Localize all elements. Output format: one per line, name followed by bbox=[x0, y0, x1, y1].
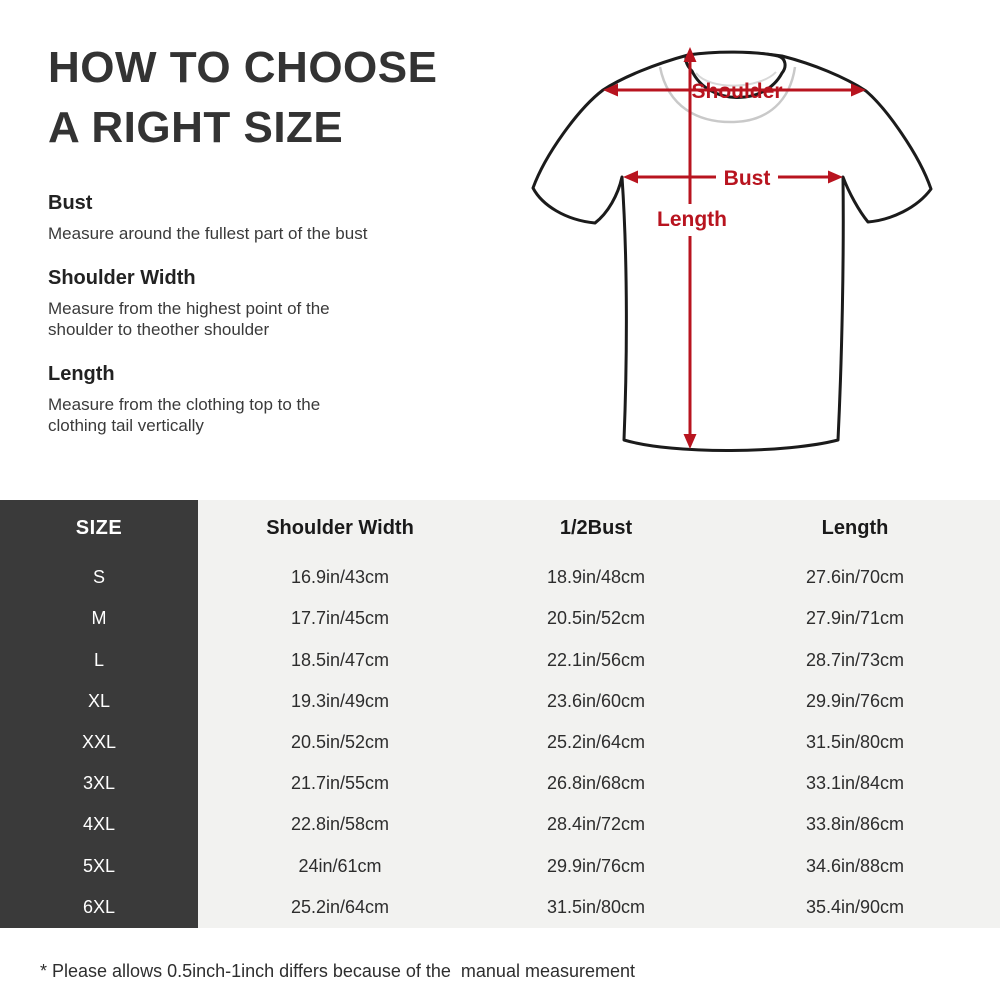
size-cell: 5XL bbox=[0, 846, 198, 887]
half-bust-cell: 28.4in/72cm bbox=[546, 814, 646, 835]
instruction-bust bbox=[48, 192, 458, 244]
length-cell: 27.9in/71cm bbox=[805, 608, 905, 629]
half-bust-cell: 31.5in/80cm bbox=[546, 896, 646, 917]
length-cell: 27.6in/70cm bbox=[805, 567, 905, 588]
shoulder-width-cell: 21.7in/55cm bbox=[290, 773, 390, 794]
instruction-text: Measure from the highest point of the bbox=[48, 299, 330, 318]
shoulder-width-cell: 16.9in/43cm bbox=[290, 567, 390, 588]
instruction-heading: Bust bbox=[48, 192, 93, 214]
instruction-length bbox=[48, 363, 458, 436]
shoulder-width-cell: 24in/61cm bbox=[298, 855, 382, 876]
size-cell: L bbox=[0, 639, 198, 680]
table-row bbox=[0, 763, 1000, 804]
bust-label: Bust bbox=[723, 167, 771, 190]
page-title-line2: A RIGHT SIZE bbox=[48, 103, 344, 152]
half-bust-cell: 25.2in/64cm bbox=[546, 731, 646, 752]
size-cell: M bbox=[0, 598, 198, 639]
half-bust-cell: 26.8in/68cm bbox=[546, 773, 646, 794]
table-row bbox=[0, 722, 1000, 763]
size-cell: XXL bbox=[0, 722, 198, 763]
shoulder-width-cell: 25.2in/64cm bbox=[290, 896, 390, 917]
length-cell: 33.8in/86cm bbox=[805, 814, 905, 835]
half-bust-cell: 22.1in/56cm bbox=[546, 649, 646, 670]
table-row bbox=[0, 639, 1000, 680]
shoulder-width-cell: 20.5in/52cm bbox=[290, 731, 390, 752]
half-bust-cell: 29.9in/76cm bbox=[546, 855, 646, 876]
table-row bbox=[0, 557, 1000, 598]
instruction-heading: Shoulder Width bbox=[48, 267, 196, 289]
half-bust-cell: 23.6in/60cm bbox=[546, 690, 646, 711]
shoulder-width-cell: 22.8in/58cm bbox=[290, 814, 390, 835]
shoulder-width-column-header: Shoulder Width bbox=[266, 517, 414, 539]
size-cell: 4XL bbox=[0, 804, 198, 845]
size-cell: 6XL bbox=[0, 887, 198, 928]
size-cell: 3XL bbox=[0, 763, 198, 804]
instruction-text: clothing tail vertically bbox=[48, 416, 204, 435]
table-row bbox=[0, 887, 1000, 928]
half-bust-cell: 20.5in/52cm bbox=[546, 608, 646, 629]
measurement-disclaimer: * Please allows 0.5inch-1inch differs because of the manual measurement bbox=[40, 961, 636, 981]
instruction-text: Measure from the clothing top to the bbox=[48, 395, 321, 414]
page-title bbox=[48, 38, 437, 158]
table-row bbox=[0, 804, 1000, 845]
table-row bbox=[0, 681, 1000, 722]
table-row bbox=[0, 846, 1000, 887]
size-cell: S bbox=[0, 557, 198, 598]
half-bust-cell: 18.9in/48cm bbox=[546, 567, 646, 588]
tshirt-diagram bbox=[520, 15, 960, 465]
table-row bbox=[0, 598, 1000, 639]
length-cell: 29.9in/76cm bbox=[805, 690, 905, 711]
shoulder-label: Shoulder bbox=[691, 80, 783, 103]
shoulder-width-cell: 18.5in/47cm bbox=[290, 649, 390, 670]
table-header-row bbox=[0, 500, 1000, 557]
instruction-heading: Length bbox=[48, 363, 115, 385]
measurement-instructions bbox=[48, 192, 458, 459]
instruction-text: shoulder to theother shoulder bbox=[48, 320, 270, 339]
length-cell: 34.6in/88cm bbox=[805, 855, 905, 876]
instruction-text: Measure around the fullest part of the bust bbox=[48, 224, 368, 243]
half-bust-column-header: 1/2Bust bbox=[559, 517, 633, 539]
instruction-shoulder-width bbox=[48, 267, 458, 340]
length-label: Length bbox=[657, 208, 727, 231]
length-cell: 28.7in/73cm bbox=[805, 649, 905, 670]
shoulder-width-cell: 17.7in/45cm bbox=[290, 608, 390, 629]
length-cell: 33.1in/84cm bbox=[805, 773, 905, 794]
size-table bbox=[0, 500, 1000, 928]
page-title-line1: HOW TO CHOOSE bbox=[48, 43, 438, 92]
length-column-header: Length bbox=[821, 517, 889, 539]
size-cell: XL bbox=[0, 681, 198, 722]
shoulder-width-cell: 19.3in/49cm bbox=[290, 690, 390, 711]
size-column-header: SIZE bbox=[0, 500, 198, 557]
length-cell: 35.4in/90cm bbox=[805, 896, 905, 917]
length-cell: 31.5in/80cm bbox=[805, 731, 905, 752]
tshirt-outline bbox=[533, 53, 931, 451]
